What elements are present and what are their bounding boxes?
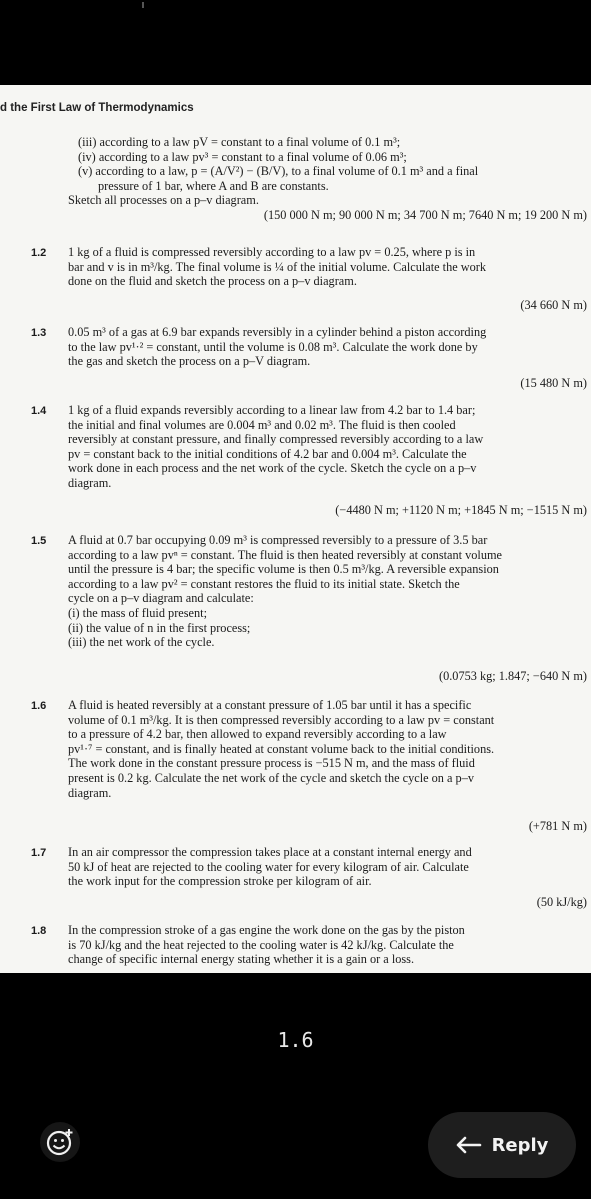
problem-answer: (50 kJ/kg) xyxy=(536,895,587,909)
problem-answer: (−4480 N m; +1120 N m; +1845 N m; −1515 N m) xyxy=(335,503,587,517)
problem-number: 1.3 xyxy=(31,327,47,339)
problem-number: 1.2 xyxy=(31,247,47,259)
problem-text: 1 kg of a fluid expands reversibly according to a linear law from 4.2 bar to 1.4 bar; the initial and final volumes are 0.004 m³ and 0.02 m³. The fluid is then cooled reversibly at constant pressure, and finally compressed reversibly according to a law pv = constant back to the initial conditions of 4.2 bar and 0.004 m³. Calculate the work done in each process and the net work of the cycle. Sketch the cycle on a p–v diagram. xyxy=(68,403,484,490)
problem-text: In the compression stroke of a gas engine the work done on the gas by the piston is 70 kJ/kg and the heat rejected to the cooling water is 42 kJ/kg. Calculate the change of specific internal energy stating whether it is a gain or a loss. xyxy=(68,923,465,967)
emoji-add-icon xyxy=(45,1127,75,1157)
problem-text: A fluid is heated reversibly at a constant pressure of 1.05 bar until it has a specific volume of 0.1 m³/kg. It is then compressed reversibly according to a law pv = constant to a pressure of 4.2 bar, then allowed to expand reversibly according to a law pv¹·⁷ = constant, and is finally heated at constant volume back to the initial conditions. The work done in the constant pressure process is −515 N m, and the mass of fluid present is 0.2 kg. Calculate the net work of the cycle and sketch the cycle on a p–v diagram. xyxy=(68,698,495,800)
problem-number: 1.8 xyxy=(31,925,47,937)
problem-text: 1 kg of a fluid is compressed reversibly according to a law pv = 0.25, where p is in bar and v is in m³/kg. The final volume is ¼ of the initial volume. Calculate the work done on the fluid and sketch the process on a p–v diagram. xyxy=(68,245,487,289)
reply-button[interactable] xyxy=(428,1112,576,1178)
intro-line: (iv) according to a law pv³ = constant to a final volume of 0.06 m³; xyxy=(78,149,407,164)
problem-answer: (34 660 N m) xyxy=(520,298,587,312)
problem-number: 1.4 xyxy=(31,405,47,417)
document-page xyxy=(0,85,591,973)
reply-label: Reply xyxy=(491,1134,549,1156)
reply-arrow-icon xyxy=(456,1136,482,1154)
intro-line: (iii) according to a law pV = constant to a final volume of 0.1 m³; xyxy=(78,135,401,149)
problem-number: 1.7 xyxy=(31,847,47,859)
problem-answer: (0.0753 kg; 1.847; −640 N m) xyxy=(438,669,587,683)
problem-text: In an air compressor the compression takes place at a constant internal energy and 50 kJ of heat are rejected to the cooling water for every kilogram of air. Calculate the work input for the compression stroke per kilogram of air. xyxy=(68,845,472,889)
top-bar-mark xyxy=(142,2,144,8)
intro-answer: (150 000 N m; 90 000 N m; 34 700 N m; 7640 N m; 19 200 N m) xyxy=(263,208,587,222)
problem-number: 1.6 xyxy=(31,700,47,712)
intro-sketch: Sketch all processes on a p–v diagram. xyxy=(68,193,259,207)
page-indicator: 1.6 xyxy=(277,1028,314,1052)
problem-answer: (+781 N m) xyxy=(528,819,587,833)
emoji-button[interactable] xyxy=(40,1122,80,1162)
problem-text: 0.05 m³ of a gas at 6.9 bar expands reversibly in a cylinder behind a piston according to the law pv¹·² = constant, until the volume is 0.08 m³. Calculate the work done by the gas and sketch the process on a p–V diagram. xyxy=(68,325,487,369)
top-bar xyxy=(0,0,591,18)
chapter-heading: d the First Law of Thermodynamics xyxy=(0,102,194,114)
problem-number: 1.5 xyxy=(31,535,47,547)
intro-line: (v) according to a law, p = (A/V²) − (B/V), to a final volume of 0.1 m³ and a final xyxy=(78,164,479,179)
problem-answer: (15 480 N m) xyxy=(520,376,587,390)
problem-text: A fluid at 0.7 bar occupying 0.09 m³ is compressed reversibly to a pressure of 3.5 bar according to a law pvⁿ = constant. The fluid is then heated reversibly at constant volume until the pressure is 4 bar; the specific volume is then 0.5 m³/kg. A reversible expansion according to a law pv² = constant restores the fluid to its initial state. Sketch the cycle on a p–v diagram and calculate: (i) the mass of fluid present; (ii) the value of n in the first process; (iii) the net work of the cycle. xyxy=(68,533,503,650)
intro-line: pressure of 1 bar, where A and B are constants. xyxy=(98,178,329,193)
intro-parts xyxy=(78,135,588,193)
